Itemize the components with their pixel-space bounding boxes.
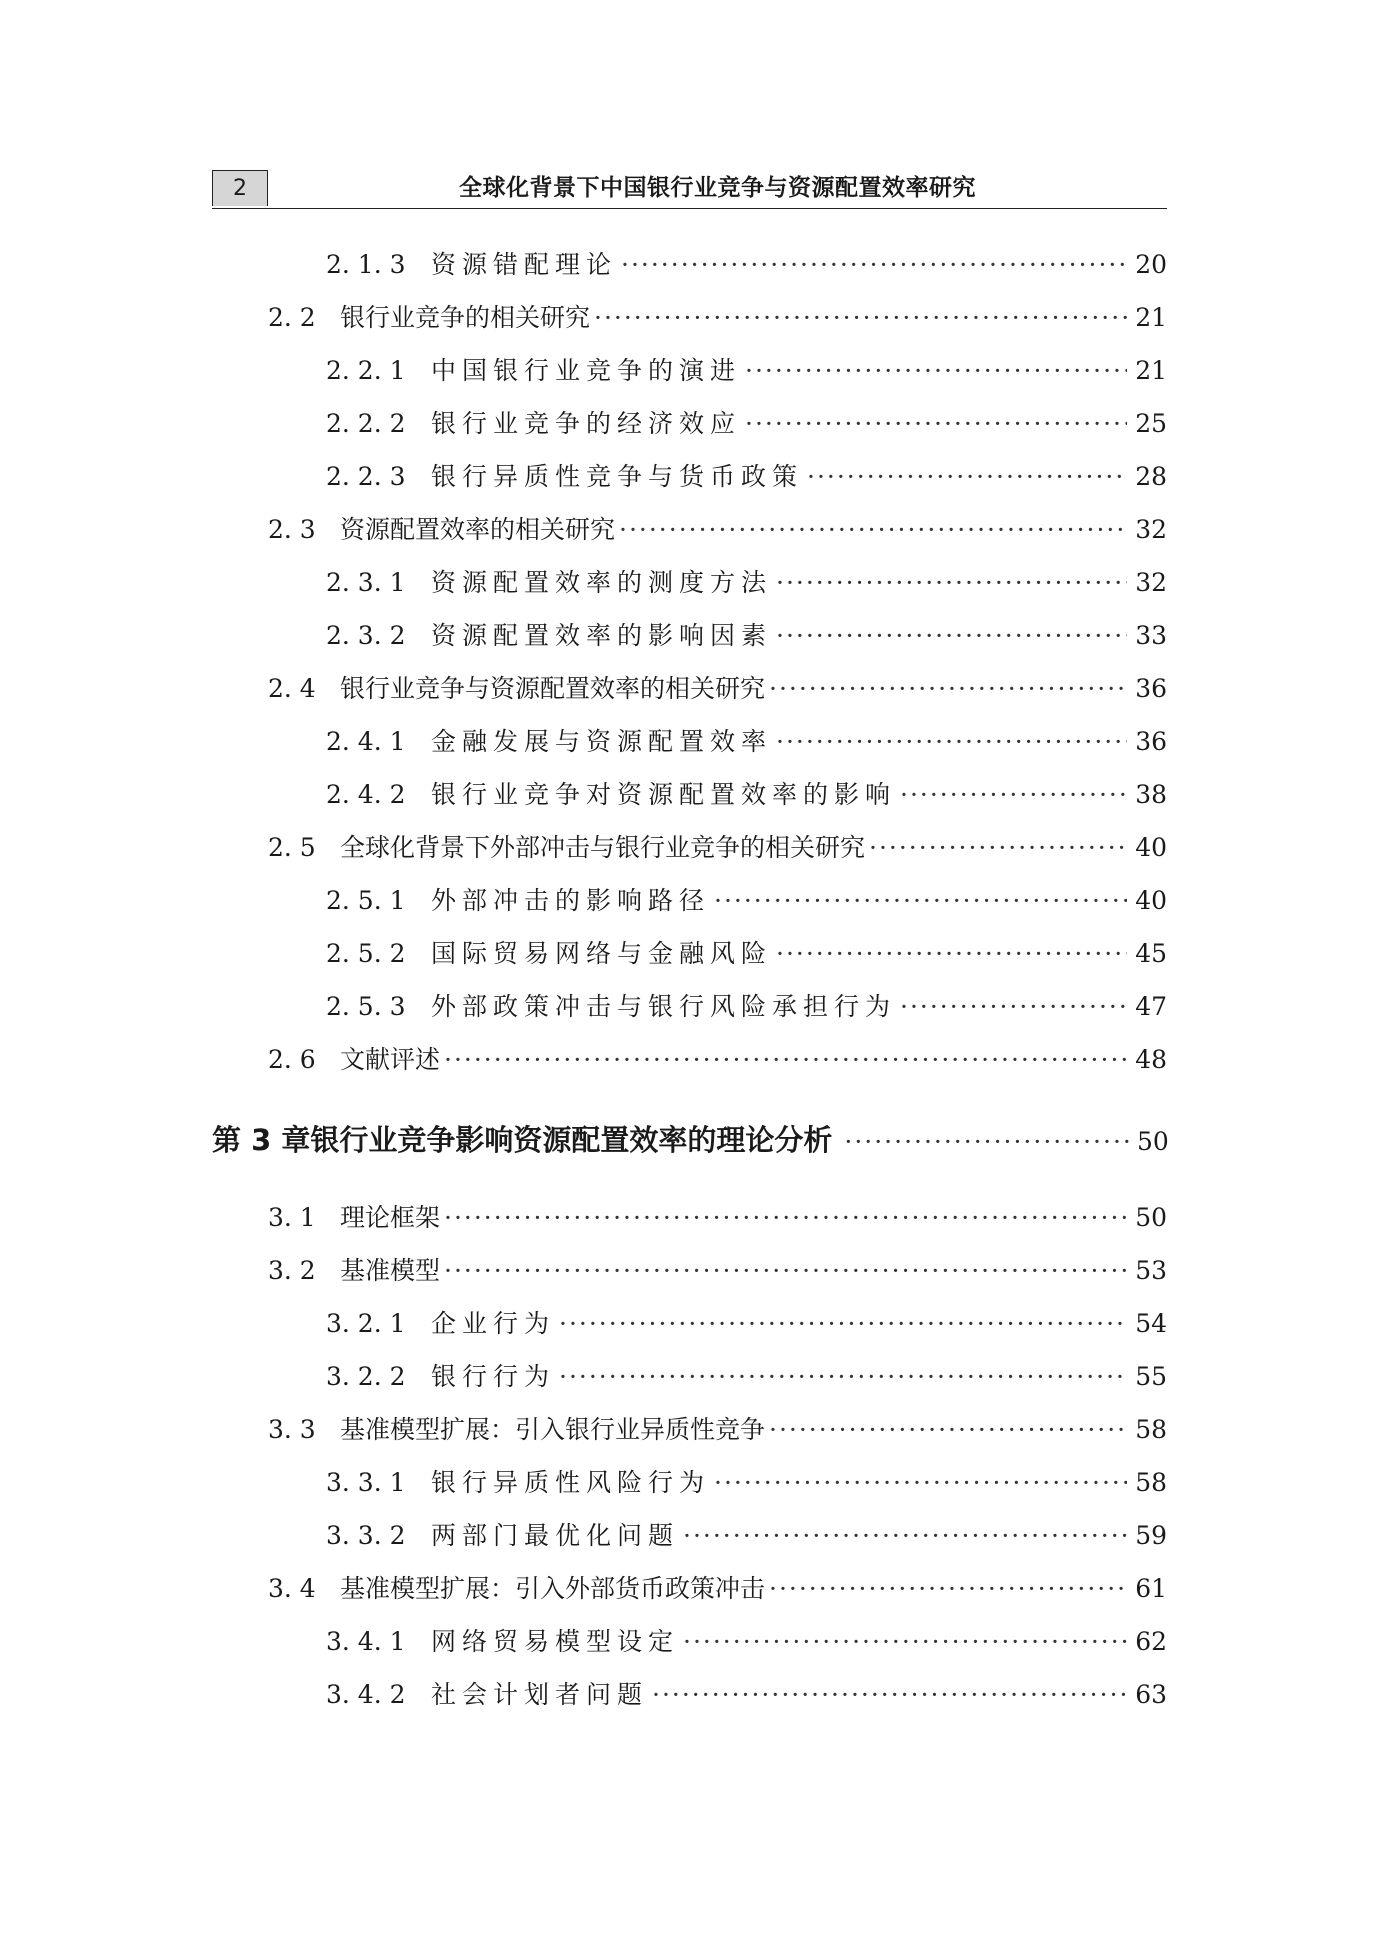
toc-entry-page: 25 [1135, 409, 1167, 438]
toc-entry-number: 3. 4. 1 [326, 1627, 406, 1656]
toc-entry-title: 银行异质性竞争与货币政策 [431, 462, 804, 491]
toc-entry-3-4[interactable] [268, 1569, 1167, 1609]
toc-entry-title: 银行业竞争的相关研究 [340, 303, 591, 332]
toc-entry-3-4-2[interactable] [326, 1675, 1167, 1715]
toc-entry-3-4-1[interactable] [326, 1622, 1167, 1662]
toc-entry-2-2-3[interactable] [326, 457, 1167, 497]
toc-entry-3-2-2[interactable] [326, 1357, 1167, 1397]
toc-entry-number: 3. 3 [268, 1415, 316, 1444]
leader-dots [900, 775, 1127, 815]
toc-entry-2-5[interactable] [268, 828, 1167, 868]
toc-entry-number: 3. 2. 1 [326, 1309, 406, 1338]
chapter-title: 银行业竞争影响资源配置效率的理论分析 [310, 1123, 833, 1157]
leader-dots [769, 669, 1127, 709]
toc-entry-title: 基准模型扩展：引入银行业异质性竞争 [340, 1415, 766, 1444]
toc-entry-2-2-1[interactable] [326, 351, 1167, 391]
toc-entry-page: 36 [1135, 727, 1167, 756]
running-header [212, 170, 1167, 209]
leader-dots [444, 1198, 1127, 1238]
toc-entry-number: 2. 2. 3 [326, 462, 406, 491]
toc-entry-2-5-2[interactable] [326, 934, 1167, 974]
toc-entry-title: 资源配置效率的测度方法 [431, 568, 773, 597]
toc-entry-title: 资源配置效率的相关研究 [340, 515, 616, 544]
book-title: 全球化背景下中国银行业竞争与资源配置效率研究 [459, 175, 976, 201]
toc-entry-number: 2. 2. 1 [326, 356, 406, 385]
toc-entry-2-4-1[interactable] [326, 722, 1167, 762]
toc-entry-title: 基准模型 [340, 1256, 441, 1285]
toc-entry-title: 文献评述 [340, 1045, 441, 1074]
leader-dots [714, 881, 1127, 921]
toc-entry-title: 企业行为 [431, 1309, 556, 1338]
toc-entry-page: 53 [1135, 1256, 1167, 1285]
leader-dots [769, 1569, 1127, 1609]
toc-entry-2-3[interactable] [268, 510, 1167, 550]
toc-entry-page: 61 [1135, 1574, 1167, 1603]
toc-entry-title: 全球化背景下外部冲击与银行业竞争的相关研究 [340, 833, 866, 862]
toc-entry-2-4[interactable] [268, 669, 1167, 709]
leader-dots [621, 245, 1127, 285]
toc-entry-2-5-3[interactable] [326, 987, 1167, 1027]
toc-entry-page: 54 [1135, 1309, 1167, 1338]
toc-entry-title: 两部门最优化问题 [431, 1521, 680, 1550]
leader-dots [769, 1410, 1127, 1450]
toc-entry-title: 理论框架 [340, 1203, 441, 1232]
toc-entry-page: 36 [1135, 674, 1167, 703]
toc-entry-number: 3. 3. 2 [326, 1521, 406, 1550]
toc-entry-number: 2. 2. 2 [326, 409, 406, 438]
toc-entry-2-5-1[interactable] [326, 881, 1167, 921]
toc-entry-3-3-2[interactable] [326, 1516, 1167, 1556]
toc-entry-title: 银行业竞争对资源配置效率的影响 [431, 780, 897, 809]
leader-dots [776, 934, 1127, 974]
toc-entry-2-2[interactable] [268, 298, 1167, 338]
toc-entry-page: 20 [1135, 250, 1167, 279]
toc-entry-title: 社会计划者问题 [431, 1680, 649, 1709]
toc-entry-title: 资源配置效率的影响因素 [431, 621, 773, 650]
leader-dots [683, 1516, 1127, 1556]
leader-dots [619, 510, 1127, 550]
toc-entry-page: 21 [1135, 356, 1167, 385]
toc-entry-number: 2. 4. 2 [326, 780, 406, 809]
toc-entry-number: 2. 6 [268, 1045, 316, 1074]
toc-entry-title: 银行行为 [431, 1362, 556, 1391]
toc-entry-number: 2. 5. 3 [326, 992, 406, 1021]
toc-entry-page: 62 [1135, 1627, 1167, 1656]
toc-entry-page: 59 [1135, 1521, 1167, 1550]
toc-entry-number: 3. 4. 2 [326, 1680, 406, 1709]
toc-entry-3-2[interactable] [268, 1251, 1167, 1291]
toc-entry-number: 2. 4. 1 [326, 727, 406, 756]
page-number: 2 [212, 170, 268, 206]
toc-entry-number: 3. 3. 1 [326, 1468, 406, 1497]
leader-dots [714, 1463, 1127, 1503]
toc-entry-2-3-2[interactable] [326, 616, 1167, 656]
chapter-page: 50 [1137, 1127, 1169, 1156]
toc-entry-3-2-1[interactable] [326, 1304, 1167, 1344]
toc-entry-2-1-3[interactable] [326, 245, 1167, 285]
leader-dots [652, 1675, 1127, 1715]
leader-dots [444, 1040, 1127, 1080]
toc-entry-number: 2. 3 [268, 515, 316, 544]
toc-entry-title: 网络贸易模型设定 [431, 1627, 680, 1656]
toc-entry-title: 外部政策冲击与银行风险承担行为 [431, 992, 897, 1021]
toc-entry-title: 金融发展与资源配置效率 [431, 727, 773, 756]
toc-entry-page: 55 [1135, 1362, 1167, 1391]
toc-entry-number: 2. 5. 1 [326, 886, 406, 915]
toc-entry-number: 2. 3. 1 [326, 568, 406, 597]
leader-dots [559, 1304, 1127, 1344]
toc-entry-page: 58 [1135, 1415, 1167, 1444]
leader-dots [683, 1622, 1127, 1662]
leader-dots [776, 722, 1127, 762]
toc-entry-title: 外部冲击的影响路径 [431, 886, 711, 915]
chapter-label: 第 3 章 [212, 1123, 311, 1157]
toc-entry-2-3-1[interactable] [326, 563, 1167, 603]
toc-entry-2-6[interactable] [268, 1040, 1167, 1080]
toc-entry-title: 中国银行业竞争的演进 [431, 356, 742, 385]
toc-entry-3-1[interactable] [268, 1198, 1167, 1238]
toc-entry-page: 58 [1135, 1468, 1167, 1497]
leader-dots [807, 457, 1127, 497]
toc-entry-number: 2. 5. 2 [326, 939, 406, 968]
toc-entry-page: 32 [1135, 568, 1167, 597]
toc-entry-title: 资源错配理论 [431, 250, 618, 279]
toc-entry-page: 28 [1135, 462, 1167, 491]
toc-entry-number: 3. 2 [268, 1256, 316, 1285]
leader-dots [776, 616, 1127, 656]
toc-entry-title: 银行业竞争的经济效应 [431, 409, 742, 438]
toc-entry-page: 32 [1135, 515, 1167, 544]
leader-dots [559, 1357, 1127, 1397]
toc-entry-title: 银行业竞争与资源配置效率的相关研究 [340, 674, 766, 703]
leader-dots [594, 298, 1127, 338]
toc-entry-page: 40 [1135, 886, 1167, 915]
toc-entry-number: 2. 2 [268, 303, 316, 332]
leader-dots [745, 404, 1127, 444]
toc-entry-number: 3. 2. 2 [326, 1362, 406, 1391]
toc-entry-number: 2. 5 [268, 833, 316, 862]
leader-dots [844, 1119, 1129, 1165]
toc-entry-number: 2. 3. 2 [326, 621, 406, 650]
toc-entry-3-3[interactable] [268, 1410, 1167, 1450]
toc-entry-number: 3. 4 [268, 1574, 316, 1603]
toc-chapter-3[interactable] [212, 1117, 1167, 1163]
leader-dots [444, 1251, 1127, 1291]
toc-entry-page: 21 [1135, 303, 1167, 332]
toc-entry-3-3-1[interactable] [326, 1463, 1167, 1503]
toc-entry-page: 33 [1135, 621, 1167, 650]
leader-dots [869, 828, 1127, 868]
leader-dots [745, 351, 1127, 391]
toc-entry-number: 3. 1 [268, 1203, 316, 1232]
toc-entry-page: 40 [1135, 833, 1167, 862]
toc-entry-number: 2. 4 [268, 674, 316, 703]
toc-entry-page: 63 [1135, 1680, 1167, 1709]
toc-entry-title: 基准模型扩展：引入外部货币政策冲击 [340, 1574, 766, 1603]
toc-entry-page: 48 [1135, 1045, 1167, 1074]
toc-entry-2-2-2[interactable] [326, 404, 1167, 444]
toc-entry-page: 50 [1135, 1203, 1167, 1232]
toc-entry-page: 47 [1135, 992, 1167, 1021]
toc-entry-title: 国际贸易网络与金融风险 [431, 939, 773, 968]
toc-entry-title: 银行异质性风险行为 [431, 1468, 711, 1497]
leader-dots [776, 563, 1127, 603]
leader-dots [900, 987, 1127, 1027]
toc-entry-2-4-2[interactable] [326, 775, 1167, 815]
toc-entry-page: 45 [1135, 939, 1167, 968]
toc-entry-page: 38 [1135, 780, 1167, 809]
toc-entry-number: 2. 1. 3 [326, 250, 406, 279]
